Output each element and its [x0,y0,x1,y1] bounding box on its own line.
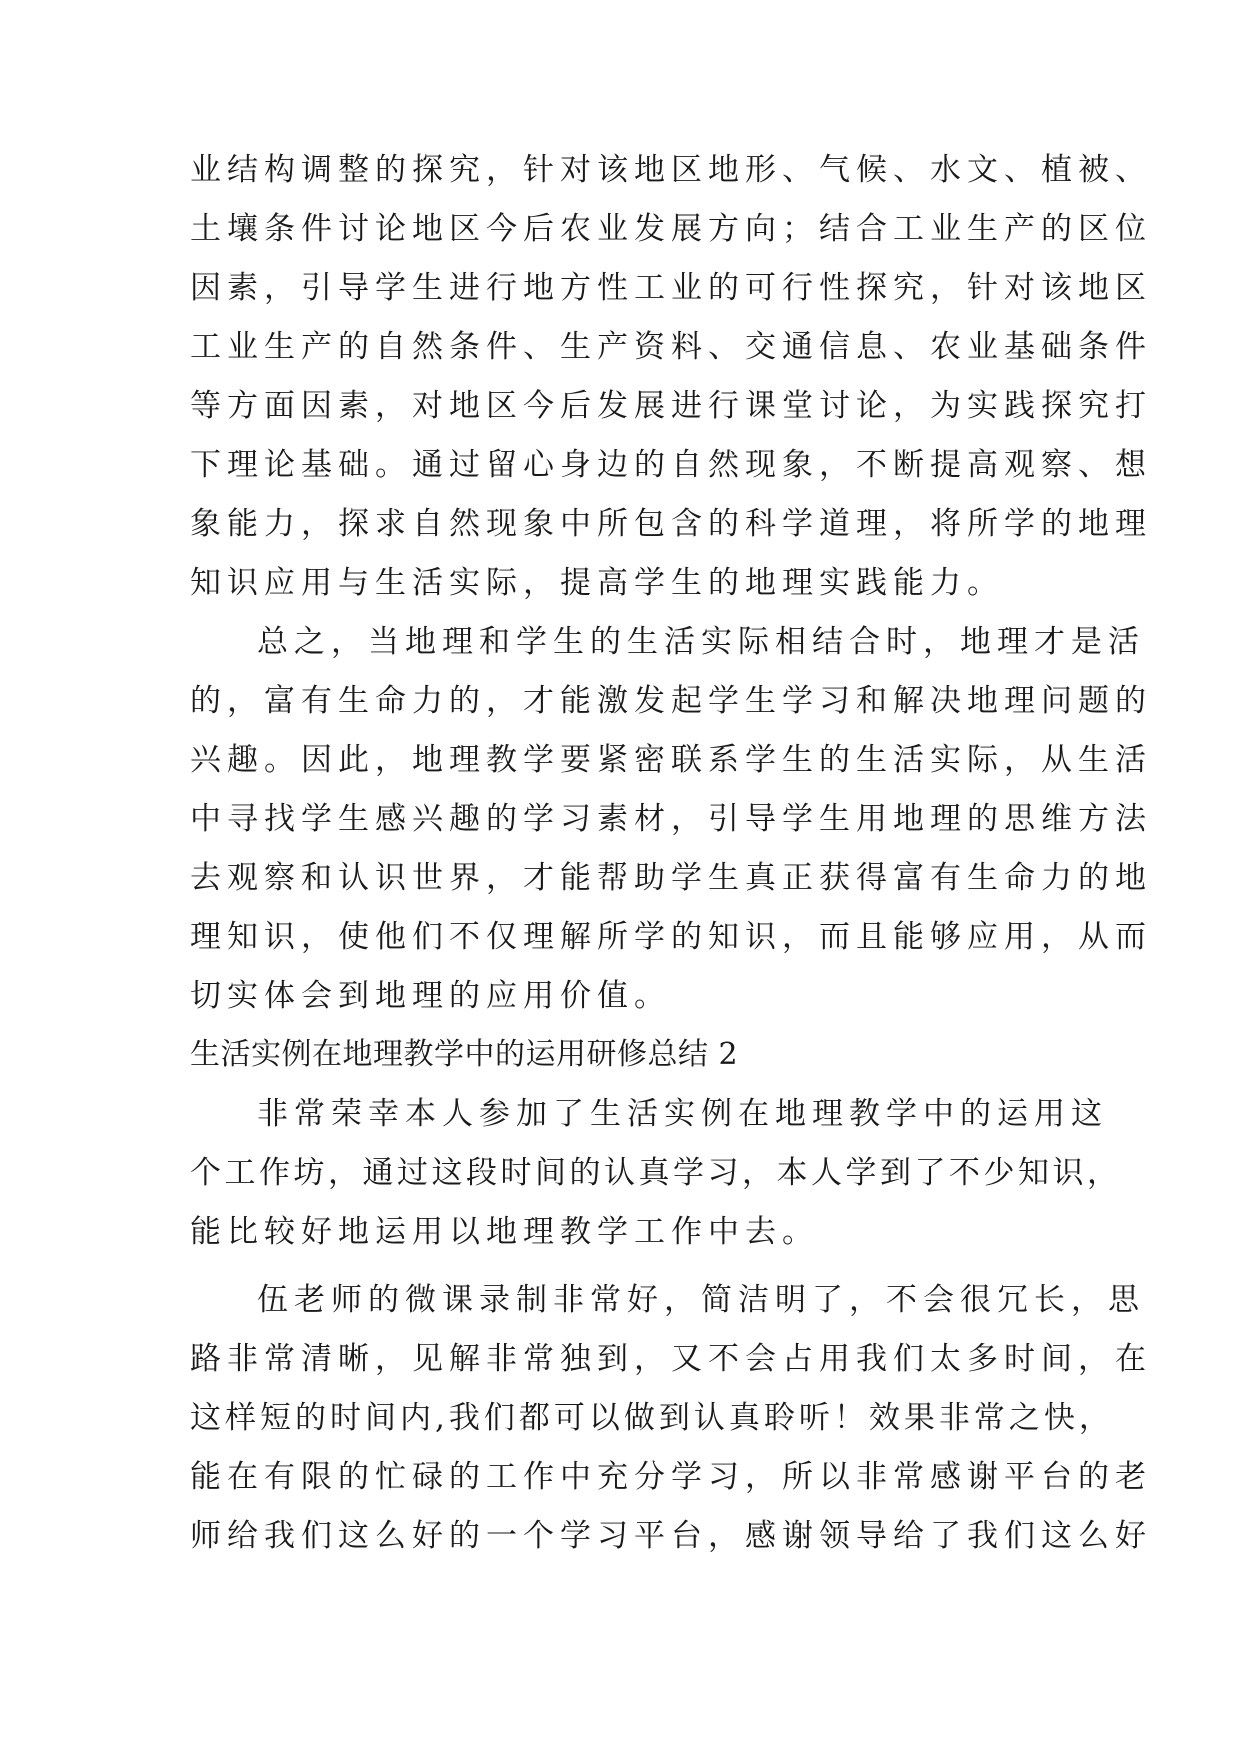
text-line: 理知识，使他们不仅理解所学的知识，而且能够应用，从而 [190,919,1152,955]
text-line: 知识应用与生活实际，提高学生的地理实践能力。 [190,565,1004,601]
text-line: 等方面因素，对地区今后发展进行课堂讨论，为实践探究打 [190,388,1152,424]
paragraph-first-line: 非常荣幸本人参加了生活实例在地理教学中的运用这 [257,1096,1108,1132]
text-line: 下理论基础。通过留心身边的自然现象，不断提高观察、想 [190,447,1152,483]
text-line: 个工作坊，通过这段时间的认真学习，本人学到了不少知识， [190,1155,1122,1191]
text-line: 中寻找学生感兴趣的学习素材，引导学生用地理的思维方法 [190,801,1152,837]
section-heading: 生活实例在地理教学中的运用研修总结 2 [190,1037,739,1072]
text-line: 土壤条件讨论地区今后农业发展方向；结合工业生产的区位 [190,211,1152,247]
text-line: 路非常清晰，见解非常独到，又不会占用我们太多时间，在 [190,1341,1152,1377]
text-line: 能比较好地运用以地理教学工作中去。 [190,1214,819,1250]
text-line: 的，富有生命力的，才能激发起学生学习和解决地理问题的 [190,683,1152,719]
text-line: 去观察和认识世界，才能帮助学生真正获得富有生命力的地 [190,860,1152,896]
text-line: 这样短的时间内,我们都可以做到认真聆听！效果非常之快， [190,1400,1114,1436]
text-line: 工业生产的自然条件、生产资料、交通信息、农业基础条件 [190,329,1152,365]
text-line: 能在有限的忙碌的工作中充分学习，所以非常感谢平台的老 [190,1459,1152,1495]
text-line: 切实体会到地理的应用价值。 [190,978,671,1014]
text-line: 象能力，探求自然现象中所包含的科学道理，将所学的地理 [190,506,1152,542]
text-line: 因素，引导学生进行地方性工业的可行性探究，针对该地区 [190,270,1152,306]
text-line: 兴趣。因此，地理教学要紧密联系学生的生活实际，从生活 [190,742,1152,778]
text-line: 师给我们这么好的一个学习平台，感谢领导给了我们这么好 [190,1518,1152,1554]
text-line: 业结构调整的探究，针对该地区地形、气候、水文、植被、 [190,152,1152,188]
paragraph-first-line: 伍老师的微课录制非常好，简洁明了，不会很冗长，思 [257,1282,1145,1318]
paragraph-first-line: 总之，当地理和学生的生活实际相结合时，地理才是活 [257,624,1145,660]
